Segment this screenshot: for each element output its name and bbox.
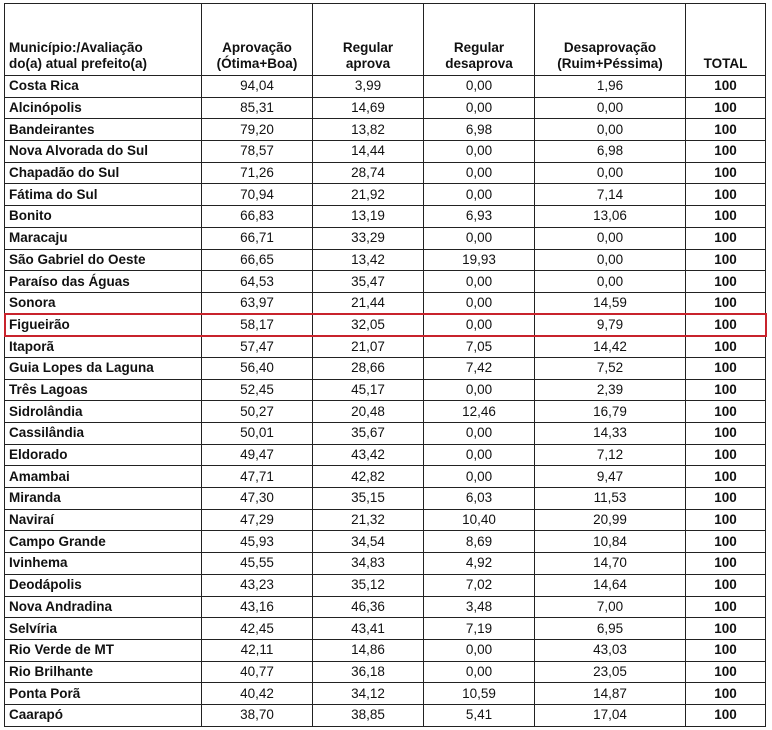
cell-desaprovacao: 0,00 (535, 162, 686, 184)
table-row (5, 97, 766, 119)
cell-municipio: Amambai (5, 466, 202, 488)
cell-regular-desaprova: 0,00 (424, 292, 535, 314)
cell-total: 100 (686, 357, 766, 379)
cell-desaprovacao: 0,00 (535, 249, 686, 271)
table-row (5, 423, 766, 445)
cell-aprovacao: 64,53 (202, 271, 313, 293)
cell-aprovacao: 66,83 (202, 206, 313, 228)
cell-regular-desaprova: 3,48 (424, 596, 535, 618)
cell-regular-desaprova: 0,00 (424, 661, 535, 683)
cell-municipio: Chapadão do Sul (5, 162, 202, 184)
cell-aprovacao: 71,26 (202, 162, 313, 184)
table-body (5, 76, 766, 727)
cell-total: 100 (686, 466, 766, 488)
table-row (5, 444, 766, 466)
cell-aprovacao: 38,70 (202, 704, 313, 726)
cell-municipio: Fátima do Sul (5, 184, 202, 206)
table-row (5, 704, 766, 726)
table-row (5, 661, 766, 683)
cell-total: 100 (686, 531, 766, 553)
cell-regular-aprova: 43,41 (313, 618, 424, 640)
cell-desaprovacao: 23,05 (535, 661, 686, 683)
cell-municipio: Rio Brilhante (5, 661, 202, 683)
cell-total: 100 (686, 162, 766, 184)
cell-total: 100 (686, 379, 766, 401)
cell-municipio: Nova Andradina (5, 596, 202, 618)
cell-total: 100 (686, 97, 766, 119)
cell-regular-desaprova: 5,41 (424, 704, 535, 726)
cell-regular-desaprova: 7,19 (424, 618, 535, 640)
cell-regular-desaprova: 0,00 (424, 97, 535, 119)
cell-regular-aprova: 34,54 (313, 531, 424, 553)
cell-municipio: Sidrolândia (5, 401, 202, 423)
cell-municipio: Três Lagoas (5, 379, 202, 401)
table-row (5, 141, 766, 163)
approval-table (4, 3, 766, 727)
cell-total: 100 (686, 509, 766, 531)
cell-regular-aprova: 34,83 (313, 553, 424, 575)
cell-regular-desaprova: 6,03 (424, 488, 535, 510)
cell-municipio: Ponta Porã (5, 683, 202, 705)
cell-aprovacao: 50,27 (202, 401, 313, 423)
table-row (5, 336, 766, 358)
header-regular-aprova (313, 4, 424, 76)
cell-municipio: Bonito (5, 206, 202, 228)
table-row (5, 227, 766, 249)
header-desaprovacao-line1: Desaprovação (563, 40, 657, 55)
cell-desaprovacao: 14,87 (535, 683, 686, 705)
cell-aprovacao: 40,42 (202, 683, 313, 705)
cell-regular-desaprova: 0,00 (424, 466, 535, 488)
cell-regular-desaprova: 7,05 (424, 336, 535, 358)
cell-regular-desaprova: 6,93 (424, 206, 535, 228)
cell-regular-aprova: 34,12 (313, 683, 424, 705)
cell-total: 100 (686, 553, 766, 575)
cell-regular-desaprova: 4,92 (424, 553, 535, 575)
cell-desaprovacao: 7,14 (535, 184, 686, 206)
table-row (5, 119, 766, 141)
cell-aprovacao: 57,47 (202, 336, 313, 358)
header-aprovacao (202, 4, 313, 76)
cell-regular-aprova: 13,82 (313, 119, 424, 141)
cell-regular-desaprova: 8,69 (424, 531, 535, 553)
cell-aprovacao: 94,04 (202, 76, 313, 98)
cell-regular-aprova: 21,44 (313, 292, 424, 314)
cell-regular-aprova: 33,29 (313, 227, 424, 249)
cell-regular-aprova: 21,32 (313, 509, 424, 531)
cell-municipio: Cassilândia (5, 423, 202, 445)
cell-municipio: Selvíria (5, 618, 202, 640)
table-row (5, 292, 766, 314)
cell-total: 100 (686, 423, 766, 445)
cell-municipio: Campo Grande (5, 531, 202, 553)
cell-aprovacao: 58,17 (202, 314, 313, 336)
cell-aprovacao: 52,45 (202, 379, 313, 401)
cell-desaprovacao: 14,42 (535, 336, 686, 358)
header-regular-desaprova (424, 4, 535, 76)
cell-aprovacao: 43,23 (202, 574, 313, 596)
cell-total: 100 (686, 661, 766, 683)
cell-municipio: Alcinópolis (5, 97, 202, 119)
cell-desaprovacao: 11,53 (535, 488, 686, 510)
cell-regular-aprova: 45,17 (313, 379, 424, 401)
cell-regular-desaprova: 0,00 (424, 639, 535, 661)
cell-regular-aprova: 28,66 (313, 357, 424, 379)
cell-regular-desaprova: 7,42 (424, 357, 535, 379)
cell-total: 100 (686, 488, 766, 510)
cell-municipio: Nova Alvorada do Sul (5, 141, 202, 163)
cell-total: 100 (686, 401, 766, 423)
cell-regular-desaprova: 19,93 (424, 249, 535, 271)
cell-total: 100 (686, 639, 766, 661)
cell-aprovacao: 43,16 (202, 596, 313, 618)
header-regular-desaprova-line1: Regular (453, 40, 505, 55)
table-row (5, 401, 766, 423)
table-row (5, 76, 766, 98)
cell-total: 100 (686, 336, 766, 358)
cell-regular-aprova: 3,99 (313, 76, 424, 98)
header-desaprovacao-line2: (Ruim+Péssima) (557, 56, 663, 71)
cell-aprovacao: 45,93 (202, 531, 313, 553)
cell-regular-aprova: 14,44 (313, 141, 424, 163)
cell-desaprovacao: 43,03 (535, 639, 686, 661)
cell-regular-aprova: 38,85 (313, 704, 424, 726)
cell-regular-aprova: 20,48 (313, 401, 424, 423)
cell-desaprovacao: 9,79 (535, 314, 686, 336)
cell-regular-aprova: 42,82 (313, 466, 424, 488)
table-row (5, 574, 766, 596)
cell-desaprovacao: 17,04 (535, 704, 686, 726)
cell-aprovacao: 47,29 (202, 509, 313, 531)
cell-desaprovacao: 7,12 (535, 444, 686, 466)
cell-aprovacao: 47,30 (202, 488, 313, 510)
cell-desaprovacao: 9,47 (535, 466, 686, 488)
cell-desaprovacao: 10,84 (535, 531, 686, 553)
cell-municipio: Rio Verde de MT (5, 639, 202, 661)
cell-total: 100 (686, 574, 766, 596)
cell-aprovacao: 42,11 (202, 639, 313, 661)
cell-total: 100 (686, 683, 766, 705)
header-total (686, 4, 766, 76)
cell-aprovacao: 49,47 (202, 444, 313, 466)
cell-municipio: Bandeirantes (5, 119, 202, 141)
cell-regular-desaprova: 6,98 (424, 119, 535, 141)
table-row (5, 509, 766, 531)
cell-desaprovacao: 6,95 (535, 618, 686, 640)
cell-desaprovacao: 13,06 (535, 206, 686, 228)
cell-desaprovacao: 14,59 (535, 292, 686, 314)
table-row (5, 618, 766, 640)
table-row (5, 683, 766, 705)
cell-regular-desaprova: 10,59 (424, 683, 535, 705)
cell-regular-desaprova: 0,00 (424, 184, 535, 206)
table-row (5, 271, 766, 293)
cell-regular-desaprova: 0,00 (424, 227, 535, 249)
cell-desaprovacao: 7,00 (535, 596, 686, 618)
table-row (5, 531, 766, 553)
cell-total: 100 (686, 206, 766, 228)
cell-aprovacao: 70,94 (202, 184, 313, 206)
cell-total: 100 (686, 444, 766, 466)
table-row (5, 162, 766, 184)
cell-aprovacao: 47,71 (202, 466, 313, 488)
cell-desaprovacao: 14,64 (535, 574, 686, 596)
cell-desaprovacao: 1,96 (535, 76, 686, 98)
cell-total: 100 (686, 704, 766, 726)
cell-regular-desaprova: 12,46 (424, 401, 535, 423)
header-municipio (5, 4, 202, 76)
table-row (5, 314, 766, 336)
cell-total: 100 (686, 249, 766, 271)
cell-municipio: Maracaju (5, 227, 202, 249)
cell-total: 100 (686, 271, 766, 293)
header-row (5, 4, 766, 76)
cell-municipio: Ivinhema (5, 553, 202, 575)
cell-regular-aprova: 13,19 (313, 206, 424, 228)
cell-municipio: Figueirão (5, 314, 202, 336)
cell-regular-aprova: 43,42 (313, 444, 424, 466)
cell-desaprovacao: 0,00 (535, 227, 686, 249)
header-municipio-line2: do(a) atual prefeito(a) (9, 56, 148, 71)
cell-municipio: Guia Lopes da Laguna (5, 357, 202, 379)
cell-municipio: Sonora (5, 292, 202, 314)
header-total-label: TOTAL (703, 56, 748, 71)
table-row (5, 488, 766, 510)
cell-regular-aprova: 35,12 (313, 574, 424, 596)
table-container (4, 3, 766, 727)
table-row (5, 553, 766, 575)
cell-municipio: Eldorado (5, 444, 202, 466)
cell-municipio: Costa Rica (5, 76, 202, 98)
cell-municipio: Deodápolis (5, 574, 202, 596)
cell-regular-desaprova: 0,00 (424, 271, 535, 293)
cell-regular-desaprova: 10,40 (424, 509, 535, 531)
table-row (5, 206, 766, 228)
cell-regular-desaprova: 0,00 (424, 423, 535, 445)
cell-municipio: Itaporã (5, 336, 202, 358)
cell-regular-desaprova: 0,00 (424, 379, 535, 401)
cell-regular-desaprova: 7,02 (424, 574, 535, 596)
cell-aprovacao: 45,55 (202, 553, 313, 575)
cell-desaprovacao: 16,79 (535, 401, 686, 423)
cell-total: 100 (686, 227, 766, 249)
cell-aprovacao: 63,97 (202, 292, 313, 314)
cell-total: 100 (686, 596, 766, 618)
cell-municipio: Paraíso das Águas (5, 271, 202, 293)
table-row (5, 357, 766, 379)
cell-regular-desaprova: 0,00 (424, 444, 535, 466)
cell-regular-aprova: 14,69 (313, 97, 424, 119)
cell-aprovacao: 56,40 (202, 357, 313, 379)
cell-aprovacao: 78,57 (202, 141, 313, 163)
cell-regular-aprova: 14,86 (313, 639, 424, 661)
header-regular-aprova-line2: aprova (345, 56, 391, 71)
table-row (5, 466, 766, 488)
cell-desaprovacao: 0,00 (535, 119, 686, 141)
cell-aprovacao: 42,45 (202, 618, 313, 640)
table-row (5, 184, 766, 206)
header-aprovacao-line1: Aprovação (222, 40, 292, 55)
header-municipio-line1: Município:/Avaliação (9, 40, 143, 55)
cell-municipio: Naviraí (5, 509, 202, 531)
cell-aprovacao: 40,77 (202, 661, 313, 683)
table-row (5, 249, 766, 271)
cell-regular-desaprova: 0,00 (424, 314, 535, 336)
header-regular-aprova-line1: Regular (342, 40, 394, 55)
cell-desaprovacao: 2,39 (535, 379, 686, 401)
cell-total: 100 (686, 292, 766, 314)
cell-desaprovacao: 6,98 (535, 141, 686, 163)
cell-total: 100 (686, 76, 766, 98)
header-desaprovacao (535, 4, 686, 76)
header-regular-desaprova-line2: desaprova (445, 56, 513, 71)
cell-regular-aprova: 46,36 (313, 596, 424, 618)
table-row (5, 639, 766, 661)
cell-aprovacao: 66,71 (202, 227, 313, 249)
cell-regular-aprova: 35,15 (313, 488, 424, 510)
cell-regular-aprova: 28,74 (313, 162, 424, 184)
cell-desaprovacao: 14,70 (535, 553, 686, 575)
cell-municipio: São Gabriel do Oeste (5, 249, 202, 271)
table-row (5, 379, 766, 401)
cell-desaprovacao: 14,33 (535, 423, 686, 445)
cell-municipio: Caarapó (5, 704, 202, 726)
cell-regular-aprova: 13,42 (313, 249, 424, 271)
header-aprovacao-line2: (Ótima+Boa) (216, 56, 298, 71)
cell-total: 100 (686, 119, 766, 141)
cell-total: 100 (686, 184, 766, 206)
cell-regular-aprova: 35,67 (313, 423, 424, 445)
cell-aprovacao: 66,65 (202, 249, 313, 271)
cell-regular-aprova: 32,05 (313, 314, 424, 336)
cell-aprovacao: 85,31 (202, 97, 313, 119)
cell-desaprovacao: 0,00 (535, 97, 686, 119)
table-row (5, 596, 766, 618)
cell-regular-aprova: 35,47 (313, 271, 424, 293)
cell-municipio: Miranda (5, 488, 202, 510)
cell-desaprovacao: 20,99 (535, 509, 686, 531)
cell-total: 100 (686, 314, 766, 336)
cell-aprovacao: 50,01 (202, 423, 313, 445)
cell-regular-aprova: 36,18 (313, 661, 424, 683)
cell-regular-desaprova: 0,00 (424, 162, 535, 184)
cell-regular-aprova: 21,07 (313, 336, 424, 358)
cell-regular-desaprova: 0,00 (424, 141, 535, 163)
cell-aprovacao: 79,20 (202, 119, 313, 141)
cell-regular-desaprova: 0,00 (424, 76, 535, 98)
cell-regular-aprova: 21,92 (313, 184, 424, 206)
cell-desaprovacao: 7,52 (535, 357, 686, 379)
cell-total: 100 (686, 141, 766, 163)
cell-total: 100 (686, 618, 766, 640)
cell-desaprovacao: 0,00 (535, 271, 686, 293)
